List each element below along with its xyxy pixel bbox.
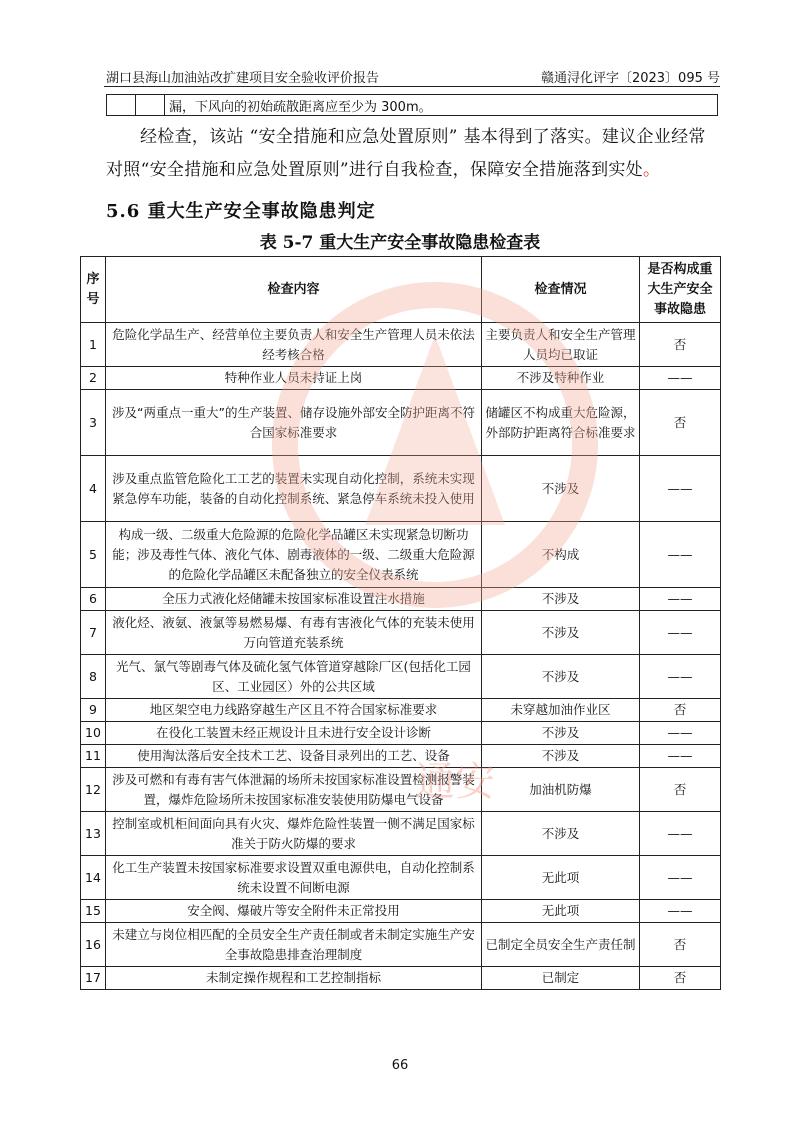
row-status: 已制定全员安全生产责任制	[482, 923, 640, 967]
page-number: 66	[391, 1058, 409, 1073]
table-row	[81, 967, 721, 990]
row-status: 不涉及	[482, 812, 640, 856]
row-no: 16	[81, 923, 106, 967]
row-hazard: 否	[640, 390, 721, 456]
row-hazard: ——	[640, 522, 721, 588]
row-no: 5	[81, 522, 106, 588]
table-row	[81, 655, 721, 699]
row-hazard: ——	[640, 655, 721, 699]
row-hazard: 否	[640, 768, 721, 812]
row-content: 地区架空电力线路穿越生产区且不符合国家标准要求	[106, 699, 482, 722]
watermark-text: 通安	[415, 759, 495, 805]
row-status: 不构成	[482, 522, 640, 588]
table-row	[81, 699, 721, 722]
table-row	[81, 900, 721, 923]
table-row	[81, 923, 721, 967]
row-hazard: ——	[640, 900, 721, 923]
row-hazard: ——	[640, 722, 721, 745]
row-content: 未建立与岗位相匹配的全员安全生产责任制或者未制定实施生产安全事故隐患排查治理制度	[106, 923, 482, 967]
row-status: 不涉及	[482, 745, 640, 768]
fragment-text: 漏，下风向的初始疏散距离应至少为 300m。	[165, 95, 718, 116]
row-content: 全压力式液化烃储罐未按国家标准设置注水措施	[106, 588, 482, 611]
body-paragraph	[106, 121, 718, 187]
row-hazard: 否	[640, 699, 721, 722]
row-hazard: ——	[640, 812, 721, 856]
row-hazard: ——	[640, 367, 721, 390]
row-status: 加油机防爆	[482, 768, 640, 812]
row-hazard: ——	[640, 611, 721, 655]
row-status: 无此项	[482, 900, 640, 923]
row-content: 在役化工装置未经正规设计且未进行安全设计诊断	[106, 722, 482, 745]
row-no: 10	[81, 722, 106, 745]
report-title: 湖口县海山加油站改扩建项目安全验收评价报告	[106, 71, 380, 86]
header-status: 检查情况	[482, 257, 640, 323]
page-header	[104, 64, 720, 86]
row-content: 液化烃、液氨、液氯等易燃易爆、有毒有害液化气体的充装未使用万向管道充装系统	[106, 611, 482, 655]
row-no: 11	[81, 745, 106, 768]
header-rule	[104, 86, 720, 87]
row-status: 无此项	[482, 856, 640, 900]
header-hazard: 是否构成重大生产安全事故隐患	[640, 257, 721, 323]
report-number: 赣通浔化评字〔2023〕095 号	[540, 71, 720, 86]
header-content: 检查内容	[106, 257, 482, 323]
row-content: 未制定操作规程和工艺控制指标	[106, 967, 482, 990]
paragraph-end: 。	[642, 160, 661, 180]
row-status: 已制定	[482, 967, 640, 990]
hazard-check-table	[80, 256, 721, 990]
row-no: 2	[81, 367, 106, 390]
row-content: 使用淘汰落后安全技术工艺、设备目录列出的工艺、设备	[106, 745, 482, 768]
fragment-no-cell	[107, 95, 136, 116]
row-no: 15	[81, 900, 106, 923]
row-content: 涉及重点监管危险化工工艺的装置未实现自动化控制，系统未实现紧急停车功能，装备的自动化控制系统、紧急停车系统未投入使用	[106, 456, 482, 522]
row-content: 化工生产装置未按国家标准要求设置双重电源供电，自动化控制系统未设置不间断电源	[106, 856, 482, 900]
header-no: 序号	[81, 257, 106, 323]
table-row	[81, 856, 721, 900]
row-status: 不涉及	[482, 722, 640, 745]
row-status: 不涉及	[482, 611, 640, 655]
row-hazard: 否	[640, 967, 721, 990]
row-status: 不涉及	[482, 456, 640, 522]
table-row	[81, 745, 721, 768]
row-hazard: ——	[640, 588, 721, 611]
row-content: 涉及“两重点一重大”的生产装置、储存设施外部安全防护距离不符合国家标准要求	[106, 390, 482, 456]
row-no: 13	[81, 812, 106, 856]
row-no: 12	[81, 768, 106, 812]
table-row	[81, 390, 721, 456]
row-no: 9	[81, 699, 106, 722]
row-status: 储罐区不构成重大危险源，外部防护距离符合标准要求	[482, 390, 640, 456]
row-content: 危险化学品生产、经营单位主要负责人和安全生产管理人员未依法经考核合格	[106, 323, 482, 367]
table-row	[81, 611, 721, 655]
row-content: 涉及可燃和有毒有害气体泄漏的场所未按国家标准设置检测报警装置，爆炸危险场所未按国家标准安装使用防爆电气设备	[106, 768, 482, 812]
row-no: 4	[81, 456, 106, 522]
row-content: 构成一级、二级重大危险源的危险化学品罐区未实现紧急切断功能；涉及毒性气体、液化气体、剧毒液体的一级、二级重大危险源的危险化学品罐区未配备独立的安全仪表系统	[106, 522, 482, 588]
row-no: 17	[81, 967, 106, 990]
table-title: 表 5-7 重大生产安全事故隐患检查表	[259, 233, 541, 253]
row-no: 7	[81, 611, 106, 655]
row-status: 主要负责人和安全生产管理人员均已取证	[482, 323, 640, 367]
table-row	[81, 522, 721, 588]
row-hazard: ——	[640, 745, 721, 768]
table-row	[81, 588, 721, 611]
row-no: 8	[81, 655, 106, 699]
row-status: 未穿越加油作业区	[482, 699, 640, 722]
row-status: 不涉及特种作业	[482, 367, 640, 390]
continued-table-fragment	[106, 94, 718, 116]
row-status: 不涉及	[482, 655, 640, 699]
row-no: 14	[81, 856, 106, 900]
paragraph-text: 经检查，该站 “安全措施和应急处置原则” 基本得到了落实。建议企业经常对照“安全措施和应急处置原则”进行自我检查，保障安全措施落到实处	[106, 127, 706, 180]
fragment-blank-cell	[136, 95, 165, 116]
section-title: 5.6 重大生产安全事故隐患判定	[106, 201, 376, 222]
row-content: 光气、氯气等剧毒气体及硫化氢气体管道穿越除厂区(包括化工园区、工业园区）外的公共区域	[106, 655, 482, 699]
row-content: 安全阀、爆破片等安全附件未正常投用	[106, 900, 482, 923]
row-status: 不涉及	[482, 588, 640, 611]
row-no: 3	[81, 390, 106, 456]
row-content: 控制室或机柜间面向具有火灾、爆炸危险性装置一侧不满足国家标准关于防火防爆的要求	[106, 812, 482, 856]
row-content: 特种作业人员未持证上岗	[106, 367, 482, 390]
table-row	[81, 323, 721, 367]
row-hazard: ——	[640, 456, 721, 522]
table-row	[81, 768, 721, 812]
row-hazard: ——	[640, 856, 721, 900]
table-row	[81, 367, 721, 390]
table-row	[81, 456, 721, 522]
row-no: 6	[81, 588, 106, 611]
table-row	[81, 722, 721, 745]
row-no: 1	[81, 323, 106, 367]
row-hazard: 否	[640, 323, 721, 367]
row-hazard: 否	[640, 923, 721, 967]
table-row	[81, 812, 721, 856]
